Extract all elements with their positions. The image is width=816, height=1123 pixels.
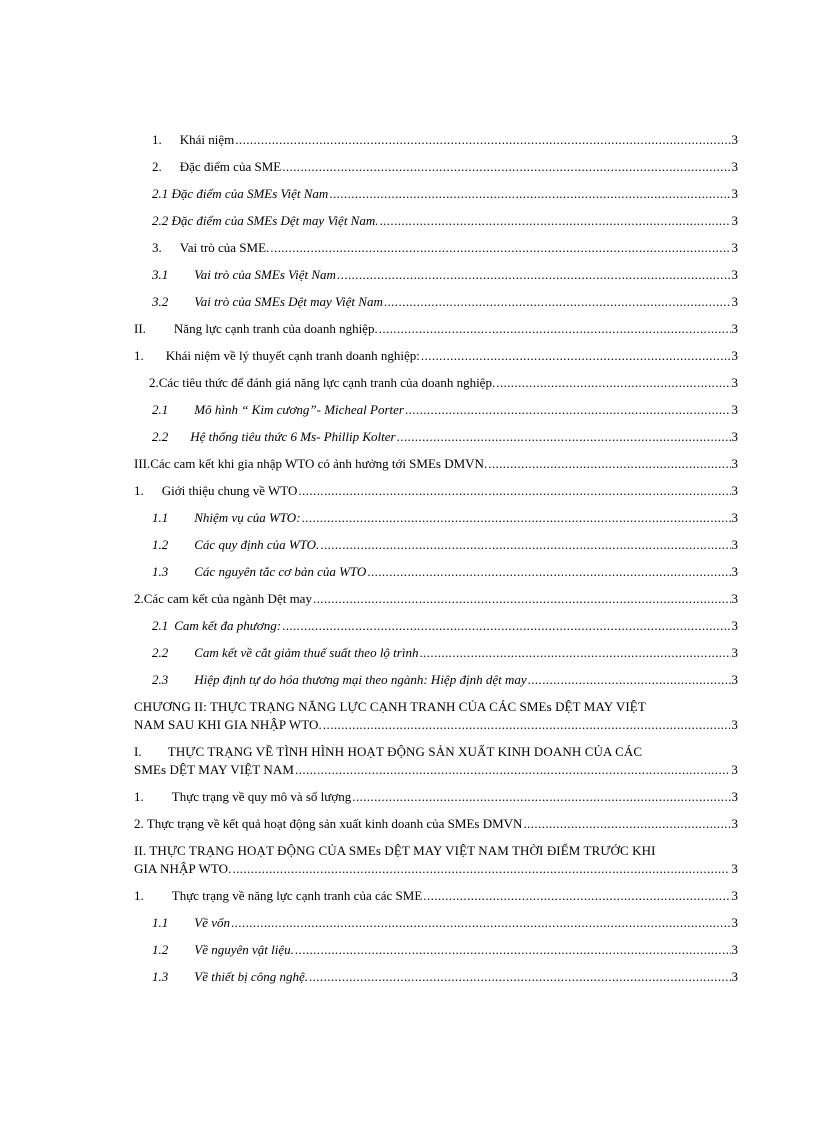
toc-entry-number: 2.2 <box>152 429 169 444</box>
toc-leader-dots <box>367 563 730 581</box>
toc-entry-page: 3 <box>731 510 738 525</box>
toc-entry[interactable] <box>134 266 738 293</box>
toc-entry-page: 3 <box>731 321 738 336</box>
toc-leader-dots <box>421 347 731 365</box>
toc-entry[interactable] <box>134 320 738 347</box>
toc-leader-dots <box>302 509 731 527</box>
toc-entry-number: 3.2 <box>152 294 169 309</box>
toc-entry[interactable] <box>134 590 738 617</box>
toc-entry-title: Về thiết bị công nghệ. <box>194 969 308 984</box>
toc-leader-dots <box>320 536 730 554</box>
toc-entry[interactable] <box>134 815 738 842</box>
toc-entry[interactable] <box>134 509 738 536</box>
toc-entry-page: 3 <box>731 483 738 498</box>
toc-entry-page: 3 <box>731 456 738 471</box>
toc-entry-page: 3 <box>731 888 738 903</box>
toc-entry[interactable] <box>134 185 738 212</box>
toc-entry-number: I. <box>134 744 142 759</box>
toc-entry-title: Vai trò của SMEs Dệt may Việt Nam <box>194 294 383 309</box>
toc-entry-page: 3 <box>731 375 738 390</box>
toc-entry-title-cont: NAM SAU KHI GIA NHẬP WTO. <box>134 717 322 732</box>
toc-entry-title: Về vốn <box>194 915 230 930</box>
toc-leader-dots <box>488 455 730 473</box>
toc-entry-multiline[interactable] <box>134 842 738 887</box>
toc-entry[interactable] <box>134 239 738 266</box>
toc-entry-page: 3 <box>731 240 738 255</box>
toc-entry-title-cont: GIA NHẬP WTO. <box>134 861 232 876</box>
toc-leader-dots <box>384 293 731 311</box>
toc-entry[interactable] <box>134 617 738 644</box>
toc-entry-multiline[interactable] <box>134 698 738 743</box>
toc-entry-page: 3 <box>731 762 738 777</box>
toc-entry[interactable] <box>134 131 738 158</box>
toc-leader-dots <box>419 644 730 662</box>
toc-entry-title: 2. Thực trạng về kết quả hoạt động sản xuất kinh doanh của SMEs DMVN <box>134 816 523 831</box>
toc-entry-page: 3 <box>731 267 738 282</box>
toc-leader-dots <box>282 617 730 635</box>
toc-entry-title: Đặc điểm của SME <box>179 159 282 174</box>
toc-entry[interactable] <box>134 671 738 698</box>
toc-entry-title: Nhiệm vụ của WTO: <box>194 510 301 525</box>
toc-entry-title: Hiệp định tự do hóa thương mại theo ngành: Hiệp định dệt may <box>194 672 527 687</box>
toc-entry-number: 2. <box>152 159 162 174</box>
toc-leader-dots <box>352 788 730 806</box>
toc-entry-page: 3 <box>731 645 738 660</box>
toc-entry-page: 3 <box>731 915 738 930</box>
toc-entry-number: 1.1 <box>152 915 169 930</box>
toc-entry-number: II. <box>134 321 146 336</box>
toc-entry-number: 1.2 <box>152 942 169 957</box>
toc-entry-page: 3 <box>731 789 738 804</box>
toc-entry-title: II. THỰC TRẠNG HOẠT ĐỘNG CỦA SMEs DỆT MAY VIỆT NAM THỜI ĐIỂM TRƯỚC KHI <box>134 843 656 858</box>
toc-entry-page: 3 <box>731 591 738 606</box>
table-of-contents <box>134 131 738 995</box>
toc-entry-page: 3 <box>731 816 738 831</box>
toc-entry-page: 3 <box>731 402 738 417</box>
toc-entry-number: 1.3 <box>152 564 169 579</box>
toc-entry[interactable] <box>134 941 738 968</box>
toc-entry-page: 3 <box>731 132 738 147</box>
toc-entry[interactable] <box>134 374 738 401</box>
toc-entry-title: Thực trạng về năng lực cạnh tranh của các SME <box>171 888 423 903</box>
toc-leader-dots <box>496 374 730 392</box>
toc-entry-page: 3 <box>731 213 738 228</box>
toc-entry-title-line1 <box>134 698 738 716</box>
toc-entry-number: 1.2 <box>152 537 169 552</box>
toc-entry-number: 1. <box>134 888 144 903</box>
toc-entry-title: 2.Các cam kết của ngành Dệt may <box>134 591 312 606</box>
toc-entry-title: 2.Các tiêu thức để đánh giá năng lực cạnh tranh của doanh nghiệp. <box>149 375 496 390</box>
toc-entry-title: Cam kết đa phương: <box>174 618 282 633</box>
toc-leader-dots <box>282 158 730 176</box>
toc-entry-title-cont: SMEs DỆT MAY VIỆT NAM <box>134 762 295 777</box>
toc-entry-page: 3 <box>731 942 738 957</box>
toc-leader-dots <box>295 941 731 959</box>
toc-entry[interactable] <box>134 401 738 428</box>
toc-entry[interactable] <box>134 887 738 914</box>
toc-leader-dots <box>379 320 731 338</box>
toc-leader-dots <box>298 482 730 500</box>
toc-entry-page: 3 <box>731 537 738 552</box>
toc-entry-number: 1. <box>134 789 144 804</box>
toc-entry-title: Cam kết về cắt giảm thuế suất theo lộ trình <box>194 645 419 660</box>
toc-entry-title: Năng lực cạnh tranh của doanh nghiệp. <box>173 321 378 336</box>
toc-entry[interactable] <box>134 563 738 590</box>
toc-entry-number: 2.1 <box>152 618 169 633</box>
toc-entry-title: Vai trò của SME. <box>179 240 270 255</box>
toc-entry-number: 1. <box>134 483 144 498</box>
toc-leader-dots <box>405 401 731 419</box>
toc-entry-number: 1. <box>152 132 162 147</box>
toc-entry-title: Khái niệm <box>179 132 235 147</box>
toc-entry[interactable] <box>134 914 738 941</box>
toc-leader-dots <box>295 761 730 779</box>
toc-entry-title-line1 <box>134 743 738 761</box>
toc-entry[interactable] <box>134 536 738 563</box>
toc-entry-page: 3 <box>731 348 738 363</box>
toc-entry-title: Thực trạng về quy mô và số lượng <box>171 789 352 804</box>
toc-entry-title-line2 <box>134 761 738 779</box>
toc-entry-page: 3 <box>731 564 738 579</box>
toc-entry-title: Vai trò của SMEs Việt Nam <box>194 267 336 282</box>
toc-entry-page: 3 <box>731 618 738 633</box>
toc-leader-dots <box>313 590 731 608</box>
toc-entry-multiline[interactable] <box>134 743 738 788</box>
toc-entry-title: Khái niệm về lý thuyết cạnh tranh doanh nghiệp: <box>165 348 420 363</box>
toc-entry-title: Về nguyên vật liệu. <box>194 942 294 957</box>
toc-entry-title: Giới thiệu chung về WTO <box>161 483 298 498</box>
toc-entry[interactable] <box>134 347 738 374</box>
toc-leader-dots <box>323 716 731 734</box>
toc-entry-title: THỰC TRẠNG VỀ TÌNH HÌNH HOẠT ĐỘNG SẢN XUẤT KINH DOANH CỦA CÁC <box>167 744 643 759</box>
toc-entry-number: 3.1 <box>152 267 169 282</box>
toc-leader-dots <box>232 860 730 878</box>
toc-leader-dots <box>528 671 731 689</box>
toc-leader-dots <box>523 815 730 833</box>
toc-entry-title-line1 <box>134 842 738 860</box>
toc-leader-dots <box>337 266 731 284</box>
toc-entry-title: 2.2 Đặc điểm của SMEs Dệt may Việt Nam. <box>152 213 379 228</box>
toc-entry[interactable] <box>134 482 738 509</box>
toc-leader-dots <box>309 968 731 986</box>
toc-entry-title-line2 <box>134 860 738 878</box>
toc-entry-title: Hệ thống tiêu thức 6 Ms- Phillip Kolter <box>190 429 396 444</box>
toc-leader-dots <box>329 185 730 203</box>
toc-entry-page: 3 <box>731 186 738 201</box>
toc-entry[interactable] <box>134 644 738 671</box>
toc-leader-dots <box>231 914 731 932</box>
toc-leader-dots <box>397 428 731 446</box>
toc-entry[interactable] <box>134 293 738 320</box>
toc-entry[interactable] <box>134 158 738 185</box>
toc-entry-page: 3 <box>731 159 738 174</box>
toc-entry-page: 3 <box>731 861 738 876</box>
toc-entry-number: 3. <box>152 240 162 255</box>
toc-entry-number: 1. <box>134 348 144 363</box>
toc-leader-dots <box>270 239 730 257</box>
toc-entry-number: 2.2 <box>152 645 169 660</box>
toc-entry-title: Các quy định của WTO. <box>194 537 320 552</box>
toc-entry-page: 3 <box>731 717 738 732</box>
toc-leader-dots <box>235 131 730 149</box>
toc-entry-number: 2.3 <box>152 672 169 687</box>
toc-entry-number: 2.1 <box>152 402 169 417</box>
toc-entry[interactable] <box>134 428 738 455</box>
toc-entry-title: Các nguyên tắc cơ bản của WTO <box>194 564 367 579</box>
toc-entry-number: 1.3 <box>152 969 169 984</box>
toc-entry[interactable] <box>134 968 738 995</box>
toc-entry-title: CHƯƠNG II: THỰC TRẠNG NĂNG LỰC CẠNH TRANH CỦA CÁC SMEs DỆT MAY VIỆT <box>134 699 646 714</box>
toc-entry-title: III.Các cam kết khi gia nhập WTO có ảnh hưởng tới SMEs DMVN. <box>134 456 488 471</box>
toc-entry-page: 3 <box>731 294 738 309</box>
toc-entry-number: 1.1 <box>152 510 169 525</box>
toc-entry[interactable] <box>134 455 738 482</box>
toc-leader-dots <box>379 212 730 230</box>
toc-entry[interactable] <box>134 212 738 239</box>
toc-entry-page: 3 <box>731 429 738 444</box>
toc-entry-title-line2 <box>134 716 738 734</box>
toc-entry-title: 2.1 Đặc điểm của SMEs Việt Nam <box>152 186 329 201</box>
toc-leader-dots <box>423 887 730 905</box>
toc-entry-page: 3 <box>731 672 738 687</box>
toc-entry-page: 3 <box>731 969 738 984</box>
toc-entry-title: Mô hình “ Kim cương”- Micheal Porter <box>194 402 404 417</box>
toc-entry[interactable] <box>134 788 738 815</box>
